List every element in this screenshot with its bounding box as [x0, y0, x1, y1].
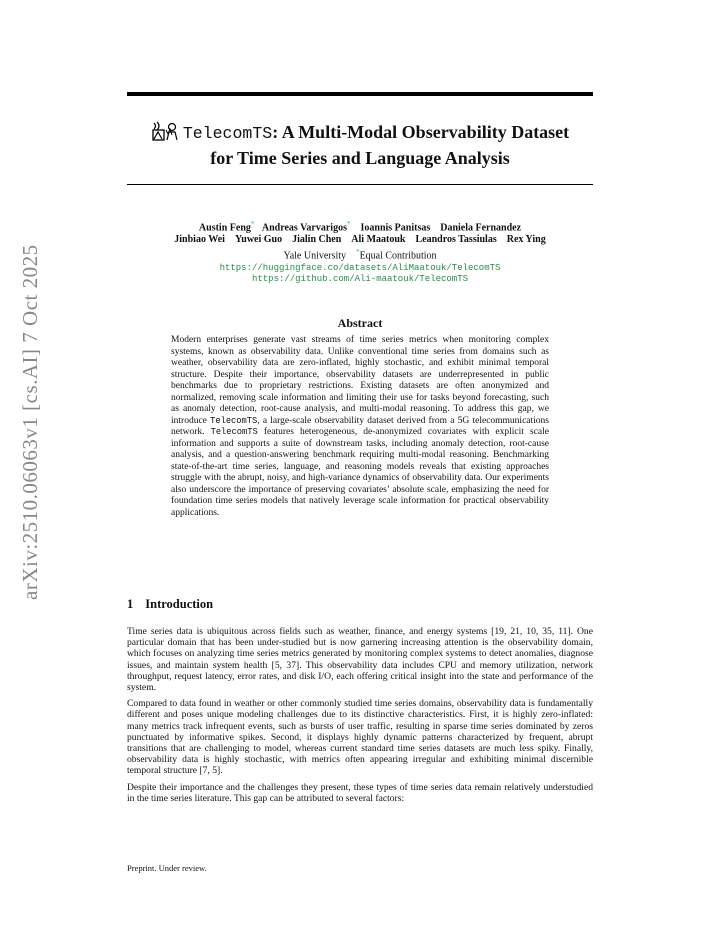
author-name: Ioannis Panitsas	[360, 222, 431, 234]
section-title: Introduction	[145, 597, 214, 611]
affiliation-line	[127, 246, 593, 262]
author-name: Jialin Chen	[292, 234, 342, 246]
section-heading	[127, 597, 225, 612]
dataset-name: TelecomTS	[210, 427, 258, 437]
author-name: Jinbiao Wei	[174, 234, 225, 246]
telecom-logo-icon	[151, 121, 179, 141]
abstract-part-3: features heterogeneous, de-anonymized covariates with explicit scale information and supports a suite of downstream tasks, including anomaly detection, root-cause analysis, and a question-answering benchmark requiring multi-modal reasoning. Benchmarking state-of-the-art time series, language, and reasoning models reveals that existing approaches struggle with the abrupt, noisy, and high-variance dynamics of observability data. Our experiments also underscore the importance of preserving covariates’ absolute scale, emphasizing the need for foundation time series models that natively leverage scale information for practical observability applications.	[171, 427, 549, 518]
affiliation: Yale University	[283, 250, 347, 262]
author-name: Leandros Tassiulas	[415, 234, 497, 246]
author-name: Yuwei Guo	[234, 234, 283, 246]
equal-contribution-mark: *	[346, 220, 351, 228]
author-name: Andreas Varvarigos	[261, 222, 347, 234]
footer-note: Preprint. Under review.	[127, 863, 207, 873]
introduction-body	[127, 626, 593, 809]
equal-contribution-mark: *	[356, 248, 360, 257]
author-row-2	[127, 234, 593, 246]
title-bottom-rule	[127, 184, 593, 185]
section-number: 1	[127, 597, 134, 611]
abstract-part-1: Modern enterprises generate vast streams of time series metrics when monitoring complex systems, known as observability data. Unlike conventional time series from domains such as weather, observability data are zero-inflated, highly stochastic, and exhibit minimal temporal structure. Despite their importance, observability datasets are underrepresented in public benchmarks due to proprietary restrictions. Existing datasets are often anonymized and normalized, removing scale information and limiting their use for tasks beyond forecasting, such as anomaly detection, root-cause analysis, and multi-modal reasoning. To address this gap, we introduce	[171, 335, 549, 426]
dataset-link[interactable]: https://huggingface.co/datasets/AliMaatouk/TelecomTS	[219, 262, 501, 273]
abstract-text	[171, 335, 549, 519]
author-block	[127, 218, 593, 285]
github-link[interactable]: https://github.com/Ali-maatouk/TelecomTS	[251, 273, 469, 284]
paragraph: Time series data is ubiquitous across fields such as weather, finance, and energy systems [19, 21, 10, 35, 11]. One particular domain that has been under-studied but is now garnering increasing attention is the observability domain, which focuses on analyzing time series metrics generated by monitoring complex systems to detect anomalies, diagnose issues, and maintain system health [5, 37]. This observability data includes CPU and memory utilization, network throughput, request latency, error rates, and disk I/O, each offering critical insight into the state and performance of the system.	[127, 626, 593, 694]
title-top-rule	[127, 92, 593, 96]
author-name: Austin Feng	[198, 222, 251, 234]
author-name: Ali Maatouk	[351, 234, 406, 246]
dataset-name: TelecomTS	[210, 415, 258, 426]
paragraph: Compared to data found in weather or other commonly studied time series domains, observability data is fundamentally different and poses unique modeling challenges due to its distinctive characteristics. First, it is highly zero-inflated: many metrics track infrequent events, such as bursts of user traffic, resulting in sparse time series dominated by zeros punctuated by informative spikes. Second, it displays highly dynamic patterns characterized by frequent, abrupt transitions that are challenging to model, whereas current standard time series datasets are much less spiky. Finally, observability data is highly stochastic, with metrics often appearing irregular and exhibiting minimal discernible temporal structure [7, 5].	[127, 698, 593, 777]
abstract-part-2: , a large-scale observability dataset derived from a 5G telecommunications network.	[171, 415, 549, 437]
title-dataset-name: TelecomTS	[182, 124, 273, 143]
author-name: Daniela Fernandez	[440, 222, 522, 234]
equal-contribution-mark: *	[250, 220, 255, 228]
paragraph: Despite their importance and the challenges they present, these types of time series data remain relatively understudied in the time series literature. This gap can be attributed to several factors:	[127, 781, 593, 804]
abstract-heading: Abstract	[337, 316, 383, 330]
equal-contribution-note: Equal Contribution	[359, 250, 437, 262]
author-row-1	[127, 218, 593, 234]
arxiv-identifier: arXiv:2510.06063v1 [cs.AI] 7 Oct 2025	[18, 244, 42, 600]
author-name: Rex Ying	[506, 234, 546, 246]
title-line2: for Time Series and Language Analysis	[210, 148, 510, 168]
title-line1: : A Multi-Modal Observability Dataset	[272, 122, 570, 142]
paper-title	[127, 120, 593, 171]
